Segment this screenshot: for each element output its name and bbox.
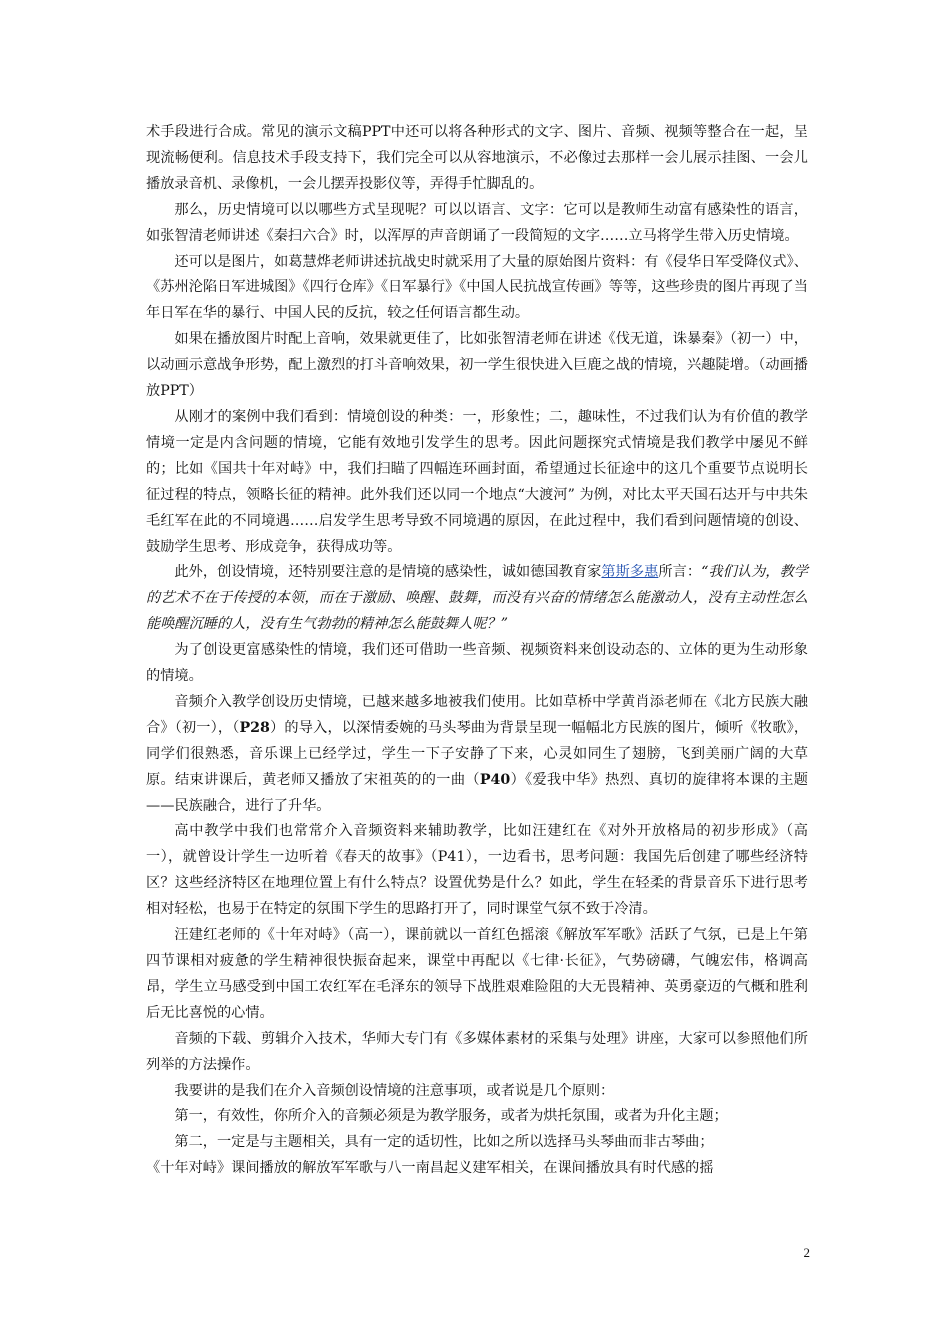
- paragraph: 我要讲的是我们在介入音频创设情境的注意事项，或者说是几个原则：: [174, 1082, 615, 1099]
- paragraph-text: 此外，创设情境，还特别要注意的是情境的感染性，诚如德国教育家: [174, 564, 602, 581]
- paragraph-with-quote: [146, 560, 808, 638]
- quotation: “我们认为，教学的艺术不在于传授的本领，而在于激励、唤醒、鼓舞，而没有兴奋的情绪怎么能激动人，没有主动性怎么能唤醒沉睡的人，没有生气勃勃的精神怎么能鼓舞人呢？”: [146, 564, 808, 633]
- page-number: 2: [803, 1245, 810, 1260]
- paragraph: 术手段进行合成。常见的演示文稿PPT中还可以将各种形式的文字、图片、音频、视频等整合在一起，呈现流畅便利。信息技术手段支持下，我们完全可以从容地演示，不必像过去那样一会儿展示挂图、一会儿播放录音机、录像机，一会儿摆弄投影仪等，弄得手忙脚乱的。: [146, 124, 808, 192]
- paragraph: 还可以是图片，如葛慧烨老师讲述抗战史时就采用了大量的原始图片资料：有《侵华日军受降仪式》、《苏州沦陷日军进城图》《四行仓库》《日军暴行》《中国人民抗战宣传画》等等，这些珍贵的图片再现了当年日军在华的暴行、中国人民的反抗，较之任何语言都生动。: [146, 253, 808, 322]
- document-body: [146, 120, 808, 1182]
- paragraph-text: ）的导入，以深情委婉的马头琴曲为背景呈现一幅幅北方民族的图片，倾听《牧歌》，同学们很熟悉，音乐课上已经学过，学生一下子安静了下来，心灵如同生了翅膀，飞到美丽广阔的大草原。结束讲课后，黄老师又播放了宋祖英的的一曲（: [146, 719, 809, 788]
- paragraph-text: 所言：: [658, 564, 702, 581]
- paragraph: 从刚才的案例中我们看到：情境创设的种类：一，形象性；二，趣味性，不过我们认为有价值的教学情境一定是内含问题的情境，它能有效地引发学生的思考。因此问题探究式情境是我们教学中屡见不鲜的；比如《国共十年对峙》中，我们扫瞄了四幅连环画封面，希望通过长征途中的这几个重要节点说明长征过程的特点，领略长征的精神。此外我们还以同一个地点“大渡河” 为例，对比太平天国石达开与中共朱毛红军在此的不同境遇……启发学生思考导致不同境遇的原因，在此过程中，我们看到问题情境的创设、鼓励学生思考、形成竞争，获得成功等。: [146, 408, 808, 555]
- page-reference: P28: [239, 719, 270, 736]
- paragraph-text: 音频介入教学创设历史情境，已越来越多地被我们使用。比如草桥中学黄肖添老师在《北方民族大融合》（初一），（: [146, 693, 808, 736]
- paragraph: 如果在播放图片时配上音响，效果就更佳了，比如张智清老师在讲述《伐无道，诛暴秦》（初一）中，以动画示意战争形势，配上激烈的打斗音响效果，初一学生很快进入巨鹿之战的情境，兴趣陡增。（动画播放PPT）: [146, 331, 808, 400]
- paragraph: 汪建红老师的《十年对峙》（高一），课前就以一首红色摇滚《解放军军歌》活跃了气氛，已是上午第四节课相对疲惫的学生精神很快振奋起来，课堂中再配以《七律·长征》，气势磅礴，气魄宏伟，格调高昂，学生立马感受到中国工农红军在毛泽东的领导下战胜艰难险阻的大无畏精神、英勇豪迈的气概和胜利后无比喜悦的心情。: [146, 927, 808, 1021]
- paragraph: 第一，有效性，你所介入的音频必须是为教学服务，或者为烘托氛围，或者为升化主题；: [174, 1108, 728, 1125]
- paragraph: 第二，一定是与主题相关，具有一定的适切性，比如之所以选择马头琴曲而非古琴曲；: [174, 1134, 714, 1151]
- paragraph: 为了创设更富感染性的情境，我们还可借助一些音频、视频资料来创设动态的、立体的更为生动形象的情境。: [146, 642, 808, 685]
- paragraph: 音频的下载、剪辑介入技术，华师大专门有《多媒体素材的采集与处理》讲座，大家可以参照他们所列举的方法操作。: [146, 1030, 808, 1073]
- paragraph: [146, 690, 808, 820]
- paragraph: 高中教学中我们也常常介入音频资料来辅助教学，比如汪建红在《对外开放格局的初步形成》（高一），就曾设计学生一边听着《春天的故事》（P41），一边看书，思考问题：我国先后创建了哪些经济特区？这些经济特区在地理位置上有什么特点？设置优势是什么？如此，学生在轻柔的背景音乐下进行思考相对轻松，也易于在特定的氛围下学生的思路打开了，同时课堂气氛不致于冷清。: [146, 823, 808, 918]
- paragraph: 那么，历史情境可以以哪些方式呈现呢？可以以语言、文字：它可以是教师生动富有感染性的语言，如张智清老师讲述《秦扫六合》时，以浑厚的声音朗诵了一段简短的文字……立马将学生带入历史情境。: [146, 201, 808, 244]
- paragraph: 《十年对峙》课间播放的解放军军歌与八一南昌起义建军相关，在课间播放具有时代感的摇: [146, 1160, 714, 1177]
- page-reference: P40: [479, 771, 511, 788]
- paragraph-text: ）《爱我中华》热烈、真切的旋律将本课的主题——民族融合，进行了升华。: [146, 771, 808, 814]
- diesterweg-link[interactable]: 第斯多惠: [601, 564, 659, 581]
